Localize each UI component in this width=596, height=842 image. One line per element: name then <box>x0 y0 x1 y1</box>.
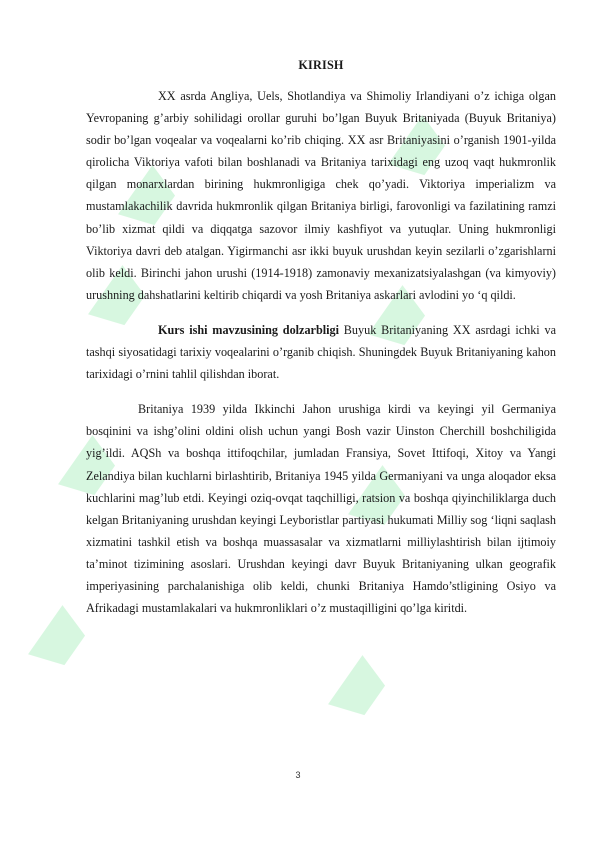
relevance-heading: Kurs ishi mavzusining dolzarbligi <box>158 322 339 337</box>
paragraph-relevance <box>86 319 556 385</box>
watermark-logo-icon <box>28 605 92 675</box>
page-number: 3 <box>295 770 301 780</box>
paragraph-intro: XX asrda Angliya, Uels, Shotlandiya va Shimoliy Irlandiyani o’z ichiga olgan Yevropaning g’arbiy sohilidagi orollar guruhi bo’lgan Buyuk Britaniyada (Buyuk Britaniya) sodir bo’lgan voqealar va voqealarni ko’rib chiqing. XX asr Britaniyasini o’rganish 1901-yilda qirolicha Viktoriya vafoti bilan boshlanadi va Britaniya tarixidagi eng uzoq vaqt hukmronlik qilgan monarxlardan birining hukmronligiga chek qo’yadi. Viktoriya imperializm va mustamlakachilik davrida hukmronlik qilgan Britaniya birligi, farovonligi va fazilatining ramzi bo’lib xizmat qildi va diqqatga sazovor ilmiy kashfiyot va yutuqlar. Uning hukmronligi Viktoriya davri deb atalgan. Yigirmanchi asr ikki buyuk urushdan keyin sezilarli o’zgarishlarni olib keldi. Birinchi jahon urushi (1914-1918) zamonaviy mexanizatsiyalashgan (va kimyoviy) urushning dahshatlarini keltirib chiqardi va yosh Britaniya askarlari avlodini yo ‘q qildi. <box>86 89 556 302</box>
page-title: KIRISH <box>298 58 344 72</box>
paragraph-ww2: Britaniya 1939 yilda Ikkinchi Jahon urushiga kirdi va keyingi yil Germaniya bosqinini va ishg’olini oldini olish uchun yangi Bosh vazir Uinston Cherchill boshchiligida yig’ildi. AQSh va boshqa ittifoqchilar, jumladan Fransiya, Sovet Ittifoqi, Xitoy va Yangi Zelandiya bilan kuchlarni birlashtirib, Britaniya 1945 yilda Germaniyani va unga aloqador eksa kuchlarini mag’lub etdi. Keyingi oziq-ovqat taqchilligi, ratsion va boshqa qiyinchiliklarga duch kelgan Britaniyaning urushdan keyingi Leyboristlar partiyasi hukumati Milliy sog ‘liqni saqlash xizmatini tashkil etish va boshqa muassasalar va xizmatlarni milliylashtirish bilan ijtimoiy ta’minot tizimining asoslari. Urushdan keyingi davr Buyuk Britaniyaning ulkan geografik imperiyasining parchalanishiga olib keldi, chunki Britaniya Hamdo’stligining Osiyo va Afrikadagi mustamlakalari va hukmronliklari o’z mustaqilligini qo’lga kiritdi. <box>86 402 556 616</box>
document-body <box>86 58 556 619</box>
watermark-logo-icon <box>328 655 392 725</box>
relevance-text: Buyuk Britaniyaning XX asrdagi ichki va tashqi siyosatidagi tarixiy voqealarini o’rganib chiqish. Shuningdek Buyuk Britaniyaning kahon tarixidagi o’rnini tahlil qilishdan iborat. <box>86 322 556 382</box>
